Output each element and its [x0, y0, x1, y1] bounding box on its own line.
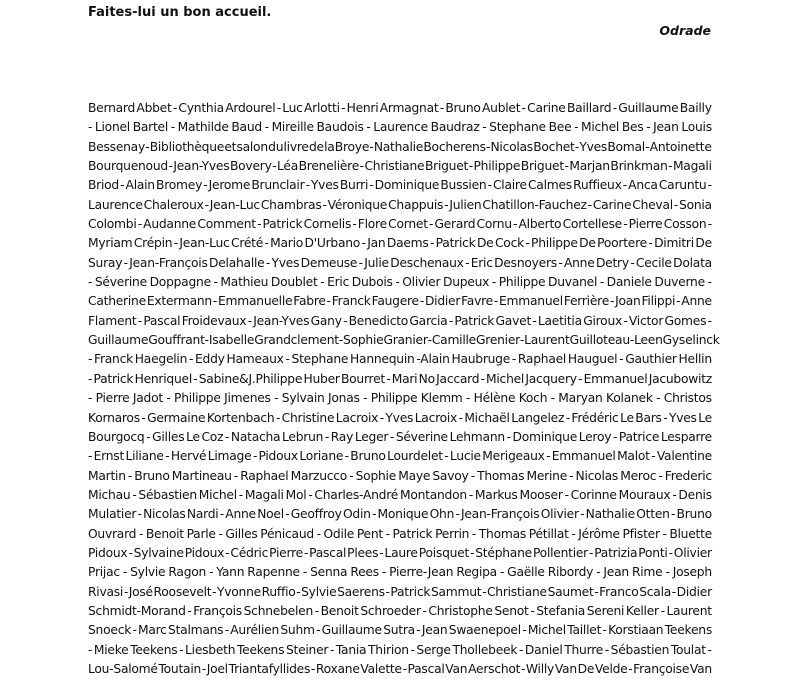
names-line: - Patrick Henriquel - Sabine&J.Philippe Huber Bourret - Mari No Jaccard - Michel Jacquery - Emmanuel Jacubowitz: [88, 371, 712, 386]
names-line: - Ernst Liliane - Hervé Limage - Pidoux Loriane - Bruno Lourdelet - Lucie Merigeaux - Emmanuel Malot - Valentine: [88, 449, 712, 464]
names-line: - Séverine Doppagne - Mathieu Doublet - Eric Dubois - Olivier Dupeux - Philippe Duvanel - Daniele Duverne -: [88, 275, 712, 290]
names-line: Schmidt-Morand - François Schnebelen - Benoit Schroeder - Christophe Senot - Stefania Sereni Keller - Laurent: [88, 603, 712, 618]
names-line: Snoeck - Marc Stalmans - Aurélien Suhm - Guillaume Sutra - Jean Swaenepoel - Michel Taillet - Korstiaan Teekens: [88, 623, 712, 638]
names-line: Bourquenoud - Jean-Yves Bovery - Léa Brenelière - Christiane Briguet - Philippe Briguet - Marjan Brinkman - Magali: [88, 159, 712, 174]
names-line: - Mieke Teekens - Liesbeth Teekens Steiner - Tania Thirion - Serge Thollebeek - Daniel Thurre - Sébastien Toulat -: [88, 642, 712, 657]
names-line: Michau - Sébastien Michel - Magali Mol - Charles-André Montandon - Markus Mooser - Corinne Mouraux - Denis: [88, 487, 712, 502]
signature: Odrade: [659, 23, 711, 38]
names-list: [88, 99, 720, 679]
names-line: Kornaros - Germaine Kortenbach - Christine Lacroix - Yves Lacroix - Michaël Langelez - Frédéric Le Bars - Yves Le: [88, 410, 712, 425]
names-line: Bessenay - Bibliothèque et salon du livre de la Broye - Nathalie Bocherens - Nicolas Bochet - Yves Bomal - Antoinette: [88, 139, 712, 154]
names-line: Laurence Chaleroux - Jean-Luc Chambras - Véronique Chappuis - Julien Chatillon-Fauchez - Carine Cheval - Sonia: [88, 197, 712, 212]
names-line: Bernard Abbet - Cynthia Ardourel - Luc Arlotti - Henri Armagnat - Bruno Aublet - Carine Baillard - Guillaume Bailly: [88, 101, 712, 115]
names-line: Briod - Alain Bromey - Jerome Brunclair - Yves Burri - Dominique Bussien - Claire Calmes Ruffieux - Anca Caruntu -: [88, 178, 712, 193]
names-line: Rivasi - José Roosevelt - Yvonne Ruffio - Sylvie Saerens - Patrick Sammut - Christiane Saumet - Franco Scala - Didier: [88, 584, 712, 599]
names-line: Pidoux - Sylvaine Pidoux - Cédric Pierre - Pascal Plees - Laure Poisquet - Stéphane Pollentier - Patrizia Ponti - Olivier: [88, 545, 712, 560]
names-line: Guillaume Gouffrant - Isabelle Grandclement - Sophie Granier - Camille Grenier - Laurent Guilloteau - Leen Gyselinck: [88, 333, 720, 348]
names-line: Suray - Jean-François Delahalle - Yves Demeuse - Julie Deschenaux - Eric Desnoyers - Anne Detry - Cecile Dolata: [88, 255, 712, 270]
welcome-text: Faites-lui un bon accueil.: [88, 5, 272, 20]
names-line: Mulatier - Nicolas Nardi - Anne Noel - Geoffroy Odin - Monique Ohn - Jean-François Olivier - Nathalie Otten - Bruno: [88, 507, 712, 522]
names-line: Colombi - Audanne Comment - Patrick Cornelis - Flore Cornet - Gerard Cornu - Alberto Cortellese - Pierre Cosson -: [88, 217, 712, 232]
names-line: - Lionel Bartel - Mathilde Baud - Mireille Baudois - Laurence Baudraz - Stephane Bee - Michel Bes - Jean Louis: [88, 120, 712, 135]
names-line: Prijac - Sylvie Ragon - Yann Rapenne - Senna Rees - Pierre-Jean Regipa - Gaëlle Ribordy - Jean Rime - Joseph: [88, 565, 712, 580]
names-line: Catherine Extermann - Emmanuelle Fabre - Franck Faugere - Didier Favre - Emmanuel Ferrière - Joan Filippi - Anne: [88, 294, 712, 309]
names-line: Myriam Crépin - Jean-Luc Crété - Mario D'Urbano - Jan Daems - Patrick De Cock - Philippe De Poortere - Dimitri De: [88, 236, 712, 251]
names-line: Ouvrard - Benoit Parle - Gilles Pénicaud - Odile Pent - Patrick Perrin - Thomas Pétillat - Jérôme Pfister - Bluette: [88, 526, 712, 541]
names-line: Lou-Salomé Toutain - Joel Triantafyllides - Roxane Valette - Pascal Van Aerschot - Willy Van De Velde - Françoise Van: [88, 661, 712, 676]
names-line: Martin - Bruno Martineau - Raphael Marzucco - Sophie Maye Savoy - Thomas Merine - Nicolas Meroc - Frederic: [88, 468, 712, 483]
names-line: - Franck Haegelin - Eddy Hameaux - Stephane Hannequin -Alain Haubruge - Raphael Hauguel - Gauthier Hellin: [88, 352, 712, 367]
names-line: Bourgocq - Gilles Le Coz - Natacha Lebrun - Ray Leger - Séverine Lehmann - Dominique Leroy - Patrice Lesparre: [88, 429, 712, 444]
names-line: - Pierre Jadot - Philippe Jimenes - Sylvain Jonas - Philippe Klemm - Hélène Koch - Maryan Kolanek - Christos: [88, 391, 712, 406]
names-line: Flament - Pascal Froidevaux - Jean-Yves Gany - Benedicto Garcia - Patrick Gavet - Laetitia Giroux - Victor Gomes -: [88, 313, 712, 328]
